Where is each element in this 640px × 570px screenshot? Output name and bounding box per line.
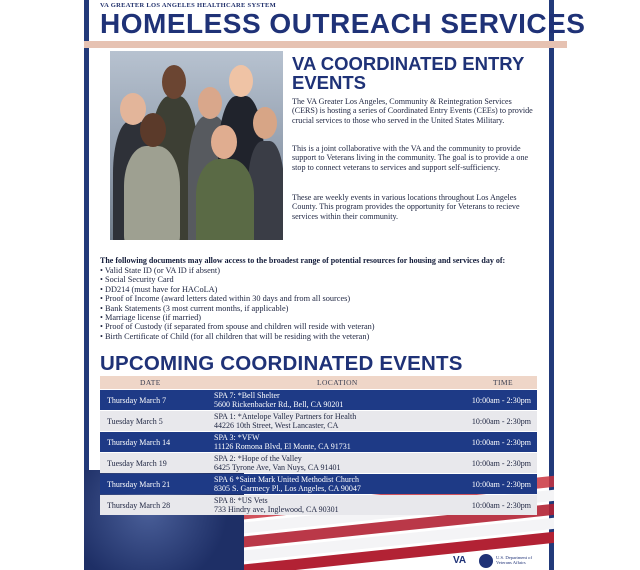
document-item: • DD214 (must have for HACoLA) [100, 284, 218, 294]
system-name: VA GREATER LOS ANGELES HEALTHCARE SYSTEM [100, 2, 277, 9]
title-divider [84, 41, 567, 48]
department-name: U.S. Department of Veterans Affairs [496, 555, 532, 565]
header-location: LOCATION [317, 378, 358, 387]
veterans-group-photo [110, 51, 283, 240]
event-date: Thursday March 28 [107, 501, 171, 510]
document-item: • Proof of Income (award letters dated within 30 days and from all sources) [100, 294, 351, 304]
table-row [100, 432, 537, 452]
documents-list [100, 266, 375, 341]
table-header [100, 376, 537, 389]
event-location: SPA 2: *Hope of the Valley 6425 Tyrone Ave, Van Nuys, CA 91401 [214, 454, 341, 473]
page-title: HOMELESS OUTREACH SERVICES [100, 8, 586, 39]
table-row [100, 474, 537, 494]
event-time: 10:00am - 2:30pm [471, 396, 531, 405]
event-time: 10:00am - 2:30pm [471, 459, 531, 468]
header-time: TIME [493, 378, 513, 387]
event-location: SPA 3: *VFW 11126 Romona Blvd, El Monte, CA 91731 [214, 433, 351, 452]
event-location: SPA 7: *Bell Shelter 5600 Rickenbacker Rd., Bell, CA 90201 [214, 391, 344, 410]
event-location: SPA 6 *Saint Mark United Methodist Church 8305 S. Garmecy Pl., Los Angeles, CA 90047 [214, 475, 361, 494]
document-item: • Marriage license (if married) [100, 313, 202, 323]
event-date: Thursday March 7 [107, 396, 167, 405]
document-item: • Birth Certificate of Child (for all children that will be residing with the veteran) [100, 331, 370, 341]
va-logo: VA [453, 555, 467, 566]
table-row [100, 453, 537, 473]
event-time: 10:00am - 2:30pm [471, 480, 531, 489]
event-time: 10:00am - 2:30pm [471, 438, 531, 447]
table-row [100, 411, 537, 431]
va-seal-icon [478, 553, 494, 569]
header-date: DATE [140, 378, 161, 387]
table-row [100, 495, 537, 515]
event-date: Tuesday March 19 [107, 459, 167, 468]
section-heading: VA COORDINATED ENTRY EVENTS [292, 53, 524, 93]
document-item: • Proof of Custody (if separated from spouse and children will reside with veteran) [100, 322, 375, 332]
weekly-events-paragraph: These are weekly events in various locations throughout Los Angeles County. This program provides the opportunity for Veterans to recieve services within their community. [292, 193, 520, 221]
event-date: Thursday March 21 [107, 480, 171, 489]
events-heading: UPCOMING COORDINATED EVENTS [100, 352, 463, 375]
document-item: • Social Security Card [100, 275, 174, 285]
events-table [100, 376, 537, 515]
table-row [100, 390, 537, 410]
documents-intro: The following documents may allow access to the broadest range of potential resources for housing and services day of: [100, 256, 506, 265]
event-location: SPA 8: *US Vets 733 Hindry ave, Inglewood, CA 90301 [214, 496, 339, 515]
document-item: • Valid State ID (or VA ID if absent) [100, 266, 220, 275]
event-date: Thursday March 14 [107, 438, 171, 447]
intro-paragraph: The VA Greater Los Angeles, Community & Reintegration Services (CERS) is hosting a series of Coordinated Entry Events (CEEs) to provide crucial services to those who served in the United States Military. [292, 97, 533, 125]
event-date: Tuesday March 5 [107, 417, 163, 426]
collaboration-paragraph: This is a joint collaborative with the VA and the community to provide support to Veterans living in the community. The goal is to provide a one stop to connect veterans to services and support self-sufficiency. [292, 144, 529, 172]
event-time: 10:00am - 2:30pm [471, 417, 531, 426]
document-item: • Bank Statements (3 most current months, if applicable) [100, 303, 289, 313]
event-location: SPA 1: *Antelope Valley Partners for Health 44226 10th Street, West Lancaster, CA [214, 412, 357, 431]
event-time: 10:00am - 2:30pm [471, 501, 531, 510]
